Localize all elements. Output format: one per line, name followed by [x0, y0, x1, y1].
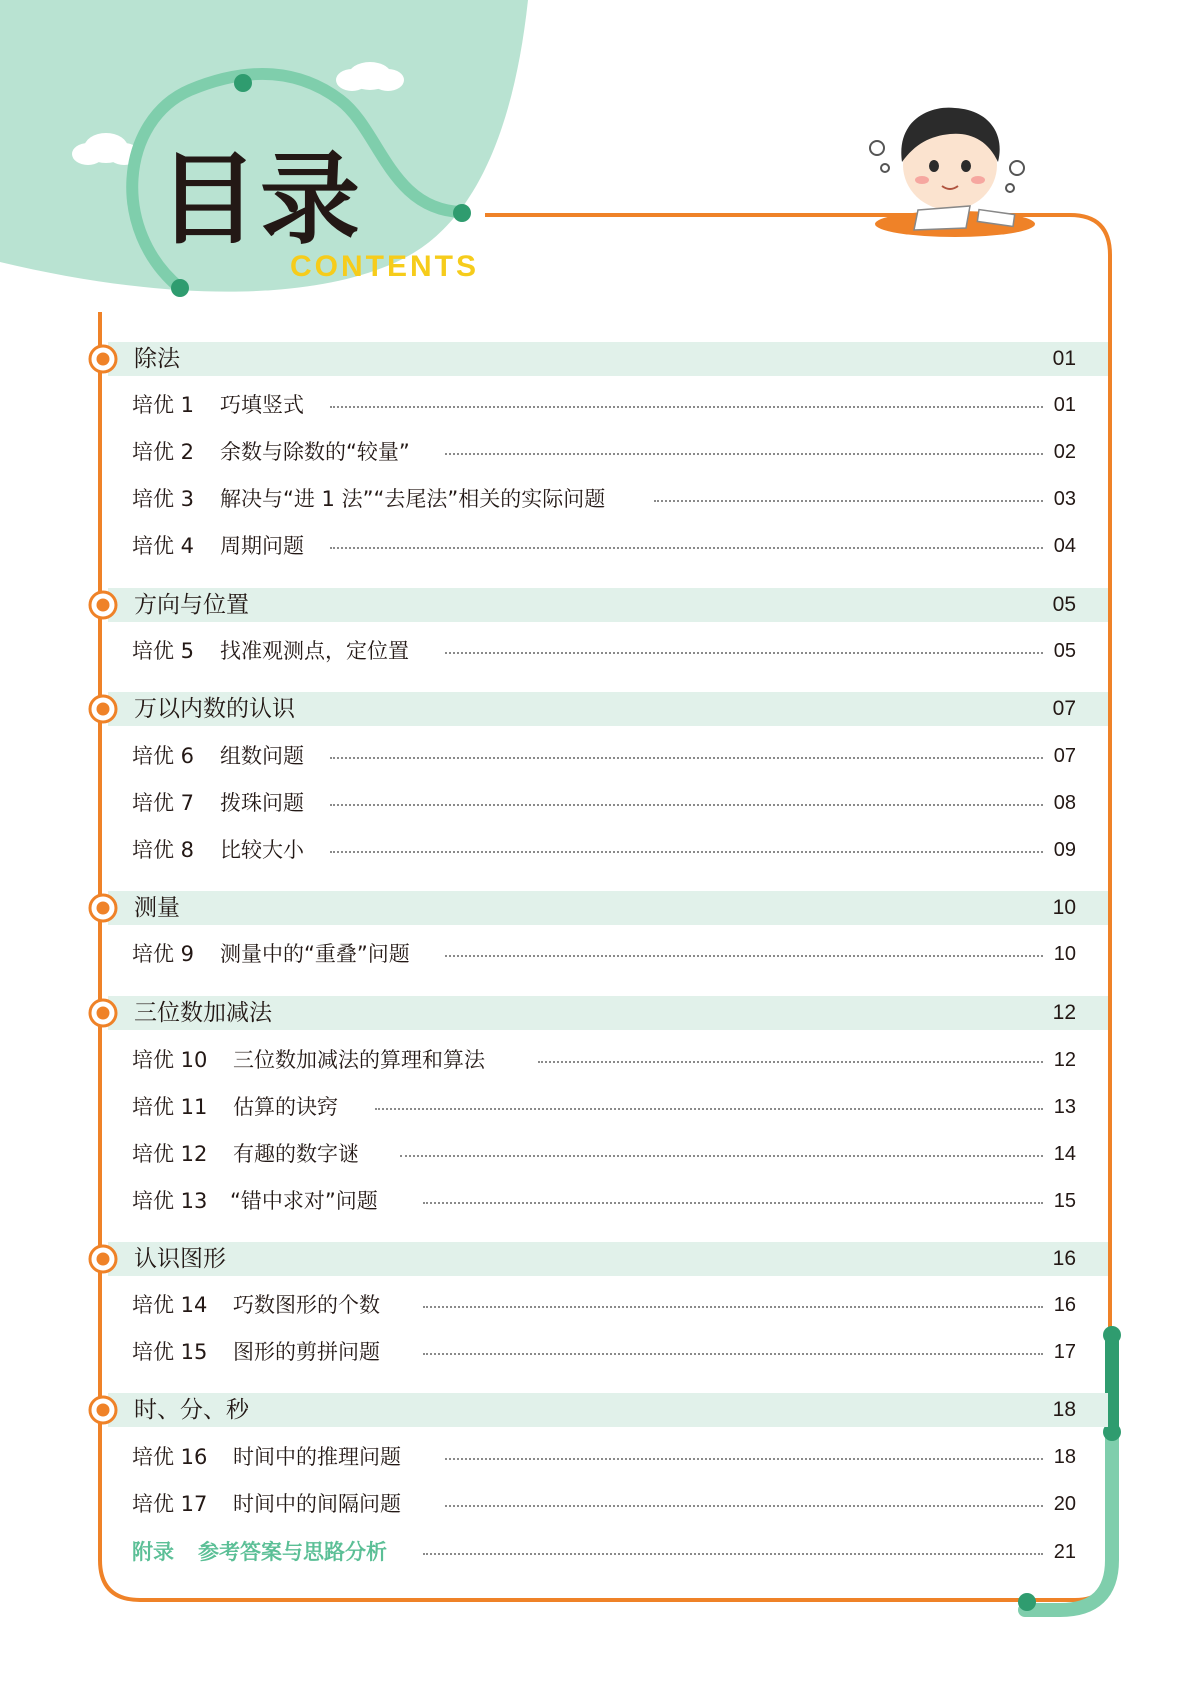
entry-title: 时间中的间隔问题	[233, 1492, 401, 1516]
entry-label: 培优 1	[132, 393, 195, 417]
appendix-page-number: 21	[1053, 1541, 1076, 1563]
dot-leader	[423, 1202, 1043, 1204]
entry-page-number: 16	[1053, 1294, 1076, 1316]
dot-leader	[445, 955, 1043, 957]
section-title: 方向与位置	[134, 592, 249, 618]
entry-page-number: 01	[1053, 394, 1076, 416]
dot-leader	[445, 1458, 1043, 1460]
section-band	[108, 891, 1108, 925]
section-title: 认识图形	[134, 1246, 226, 1272]
entry-label: 培优 2	[132, 440, 195, 464]
entry-page-number: 07	[1053, 745, 1076, 767]
entry-label: 培优 10	[132, 1048, 208, 1072]
page-subtitle: CONTENTS	[290, 250, 479, 283]
entry-title: 比较大小	[220, 838, 304, 862]
section-band	[108, 588, 1108, 622]
orange-bullet-icon	[87, 343, 119, 375]
section-page-number: 10	[1052, 896, 1076, 919]
entry-title: 解决与“进 1 法”“去尾法”相关的实际问题	[220, 487, 606, 511]
section-page-number: 12	[1052, 1001, 1076, 1024]
section-title: 时、分、秒	[134, 1397, 249, 1423]
entry-label: 培优 7	[132, 791, 195, 815]
entry-page-number: 13	[1053, 1096, 1076, 1118]
dot-leader	[445, 652, 1043, 654]
entry-page-number: 02	[1053, 441, 1076, 463]
entry-page-number: 17	[1053, 1341, 1076, 1363]
entry-page-number: 05	[1053, 640, 1076, 662]
dot-leader	[654, 500, 1043, 502]
entry-title: 周期问题	[220, 534, 304, 558]
section-title: 三位数加减法	[134, 1000, 272, 1026]
entry-title: 估算的诀窍	[233, 1095, 338, 1119]
orange-bullet-icon	[87, 693, 119, 725]
section-band	[108, 1393, 1108, 1427]
orange-bullet-icon	[87, 1243, 119, 1275]
dot-leader	[330, 851, 1043, 853]
dot-leader	[330, 804, 1043, 806]
entry-page-number: 18	[1053, 1446, 1076, 1468]
section-band	[108, 342, 1108, 376]
entry-page-number: 04	[1053, 535, 1076, 557]
dot-leader	[423, 1553, 1043, 1555]
entry-title: 时间中的推理问题	[233, 1445, 401, 1469]
entry-title: 余数与除数的“较量”	[220, 440, 410, 464]
appendix-label: 附录	[132, 1540, 174, 1564]
entry-title: 图形的剪拼问题	[233, 1340, 380, 1364]
page-title: 目录	[158, 141, 362, 258]
dot-leader	[538, 1061, 1043, 1063]
dot-leader	[400, 1155, 1043, 1157]
section-title: 测量	[134, 895, 180, 921]
orange-bullet-icon	[87, 589, 119, 621]
dot-leader	[423, 1306, 1043, 1308]
dot-leader	[423, 1353, 1043, 1355]
entry-label: 培优 5	[132, 639, 195, 663]
entry-page-number: 15	[1053, 1190, 1076, 1212]
entry-title: 三位数加减法的算理和算法	[233, 1048, 485, 1072]
section-page-number: 05	[1052, 593, 1076, 616]
orange-bullet-icon	[87, 1394, 119, 1426]
appendix-title: 参考答案与思路分析	[198, 1540, 387, 1564]
entry-page-number: 10	[1053, 943, 1076, 965]
section-title: 万以内数的认识	[134, 696, 295, 722]
entry-page-number: 09	[1053, 839, 1076, 861]
entry-label: 培优 3	[132, 487, 195, 511]
entry-page-number: 20	[1053, 1493, 1076, 1515]
entry-title: “错中求对”问题	[230, 1189, 378, 1213]
entry-title: 找准观测点，定位置	[220, 639, 409, 663]
entry-title: 拨珠问题	[220, 791, 304, 815]
dot-leader	[445, 453, 1043, 455]
entry-label: 培优 11	[132, 1095, 208, 1119]
entry-page-number: 14	[1053, 1143, 1076, 1165]
entry-title: 组数问题	[220, 744, 304, 768]
entry-label: 培优 12	[132, 1142, 208, 1166]
entry-label: 培优 16	[132, 1445, 208, 1469]
entry-label: 培优 6	[132, 744, 195, 768]
dot-leader	[330, 547, 1043, 549]
entry-page-number: 08	[1053, 792, 1076, 814]
section-band	[108, 1242, 1108, 1276]
entry-label: 培优 14	[132, 1293, 208, 1317]
orange-bullet-icon	[87, 892, 119, 924]
section-page-number: 07	[1052, 697, 1076, 720]
dot-leader	[445, 1505, 1043, 1507]
entry-title: 巧数图形的个数	[233, 1293, 380, 1317]
entry-page-number: 12	[1053, 1049, 1076, 1071]
entry-label: 培优 13	[132, 1189, 208, 1213]
dot-leader	[375, 1108, 1043, 1110]
entry-label: 培优 4	[132, 534, 195, 558]
section-title: 除法	[134, 346, 180, 372]
entry-label: 培优 15	[132, 1340, 208, 1364]
dot-leader	[330, 757, 1043, 759]
section-page-number: 01	[1052, 347, 1076, 370]
entry-label: 培优 17	[132, 1492, 208, 1516]
entry-title: 测量中的“重叠”问题	[220, 942, 410, 966]
entry-label: 培优 8	[132, 838, 195, 862]
entry-title: 巧填竖式	[220, 393, 304, 417]
orange-bullet-icon	[87, 997, 119, 1029]
section-page-number: 16	[1052, 1247, 1076, 1270]
section-page-number: 18	[1052, 1398, 1076, 1421]
entry-page-number: 03	[1053, 488, 1076, 510]
dot-leader	[330, 406, 1043, 408]
entry-label: 培优 9	[132, 942, 195, 966]
entry-title: 有趣的数字谜	[233, 1142, 359, 1166]
